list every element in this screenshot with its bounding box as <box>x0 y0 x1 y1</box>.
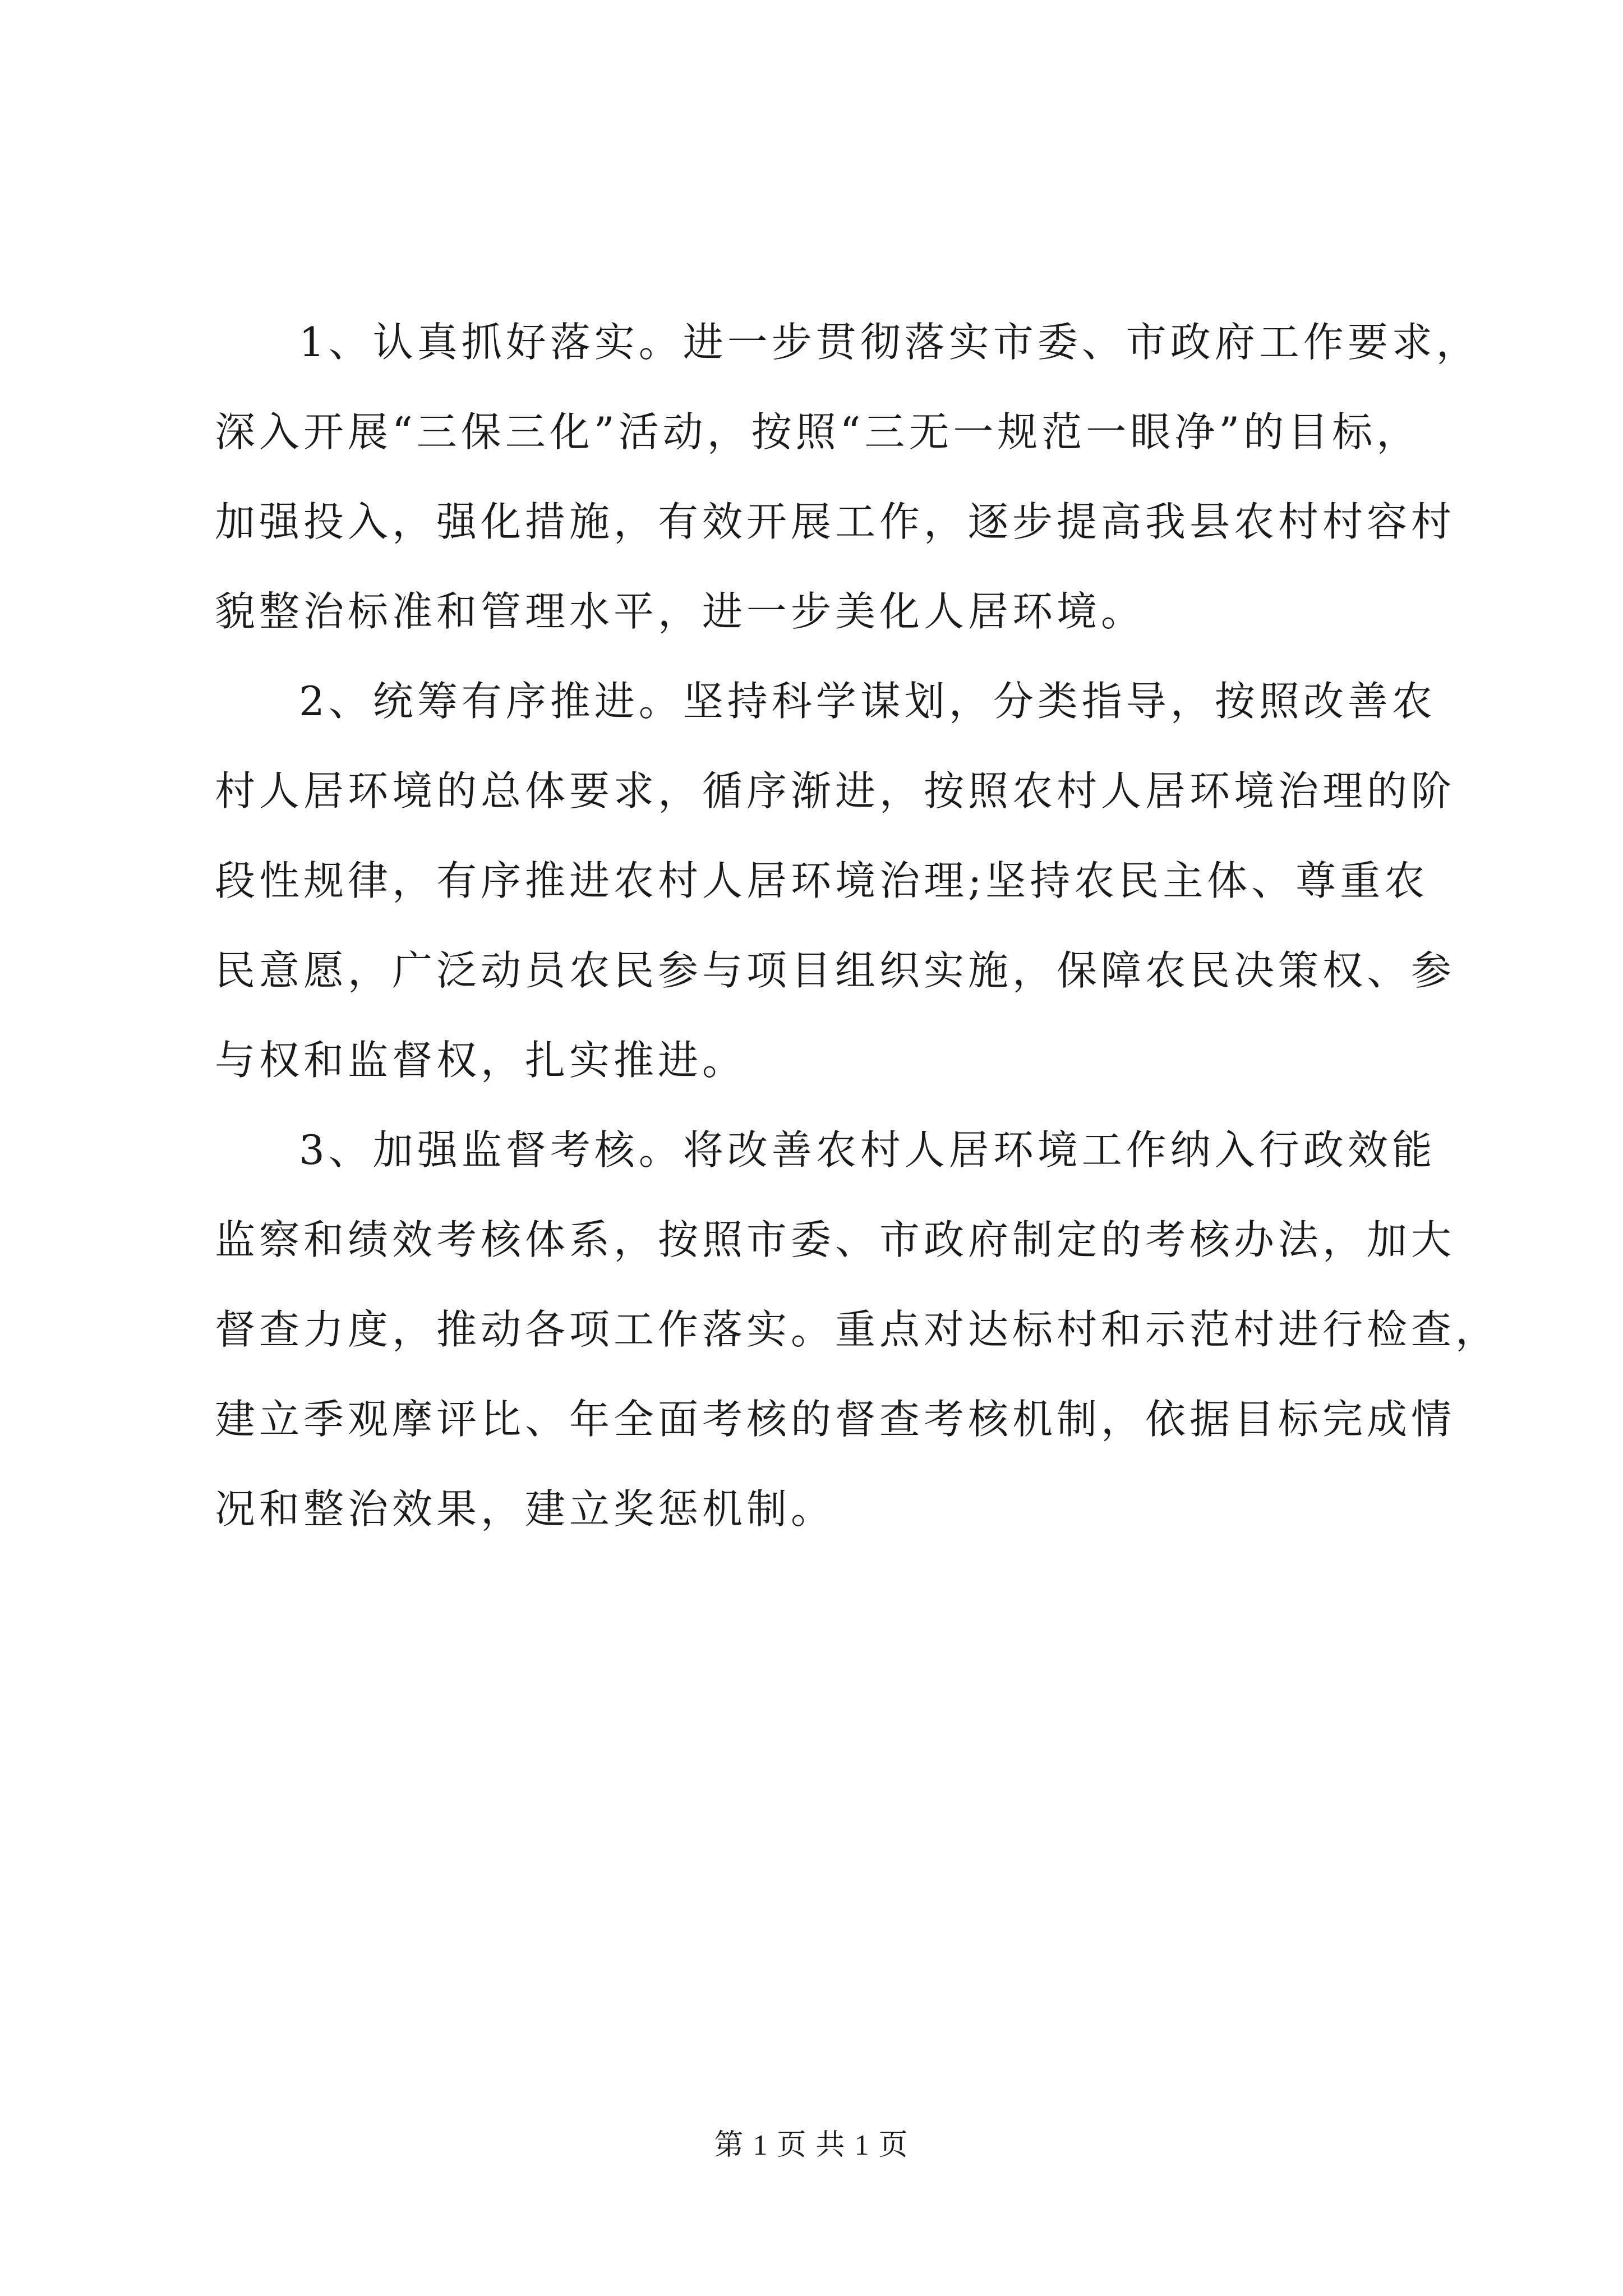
paragraph-line: 村人居环境的总体要求，循序渐进，按照农村人居环境治理的阶 <box>215 767 1456 815</box>
paragraph-line: 1、认真抓好落实。进一步贯彻落实市委、市政府工作要求， <box>299 319 1481 366</box>
paragraph-line: 加强投入，强化措施，有效开展工作，逐步提高我县农村村容村 <box>215 498 1456 545</box>
paragraph-2 <box>215 656 1456 1105</box>
paragraph-line: 3、加强监督考核。将改善农村人居环境工作纳入行政效能 <box>299 1126 1436 1174</box>
paragraph-1 <box>215 297 1481 656</box>
paragraph-line: 督查力度，推动各项工作落实。重点对达标村和示范村进行检查， <box>215 1306 1500 1353</box>
paragraph-line: 段性规律，有序推进农村人居环境治理;坚持农民主体、尊重农 <box>215 857 1429 904</box>
paragraph-line: 民意愿，广泛动员农民参与项目组织实施，保障农民决策权、参 <box>215 947 1456 994</box>
page-footer: 第 1 页 共 1 页 <box>714 2129 909 2161</box>
paragraph-line: 况和整治效果，建立奖惩机制。 <box>215 1485 836 1533</box>
paragraph-3 <box>215 1105 1500 1554</box>
paragraph-line: 建立季观摩评比、年全面考核的督查考核机制，依据目标完成情 <box>215 1396 1456 1443</box>
paragraph-line: 貌整治标准和管理水平，进一步美化人居环境。 <box>215 588 1146 635</box>
paragraph-line: 2、统筹有序推进。坚持科学谋划，分类指导，按照改善农 <box>299 678 1436 725</box>
document-body <box>215 297 1500 1554</box>
paragraph-line: 深入开展“三保三化”活动，按照“三无一规范一眼净”的目标， <box>215 408 1421 455</box>
paragraph-line: 与权和监督权，扎实推进。 <box>215 1037 747 1084</box>
paragraph-line: 监察和绩效考核体系，按照市委、市政府制定的考核办法，加大 <box>215 1216 1456 1263</box>
